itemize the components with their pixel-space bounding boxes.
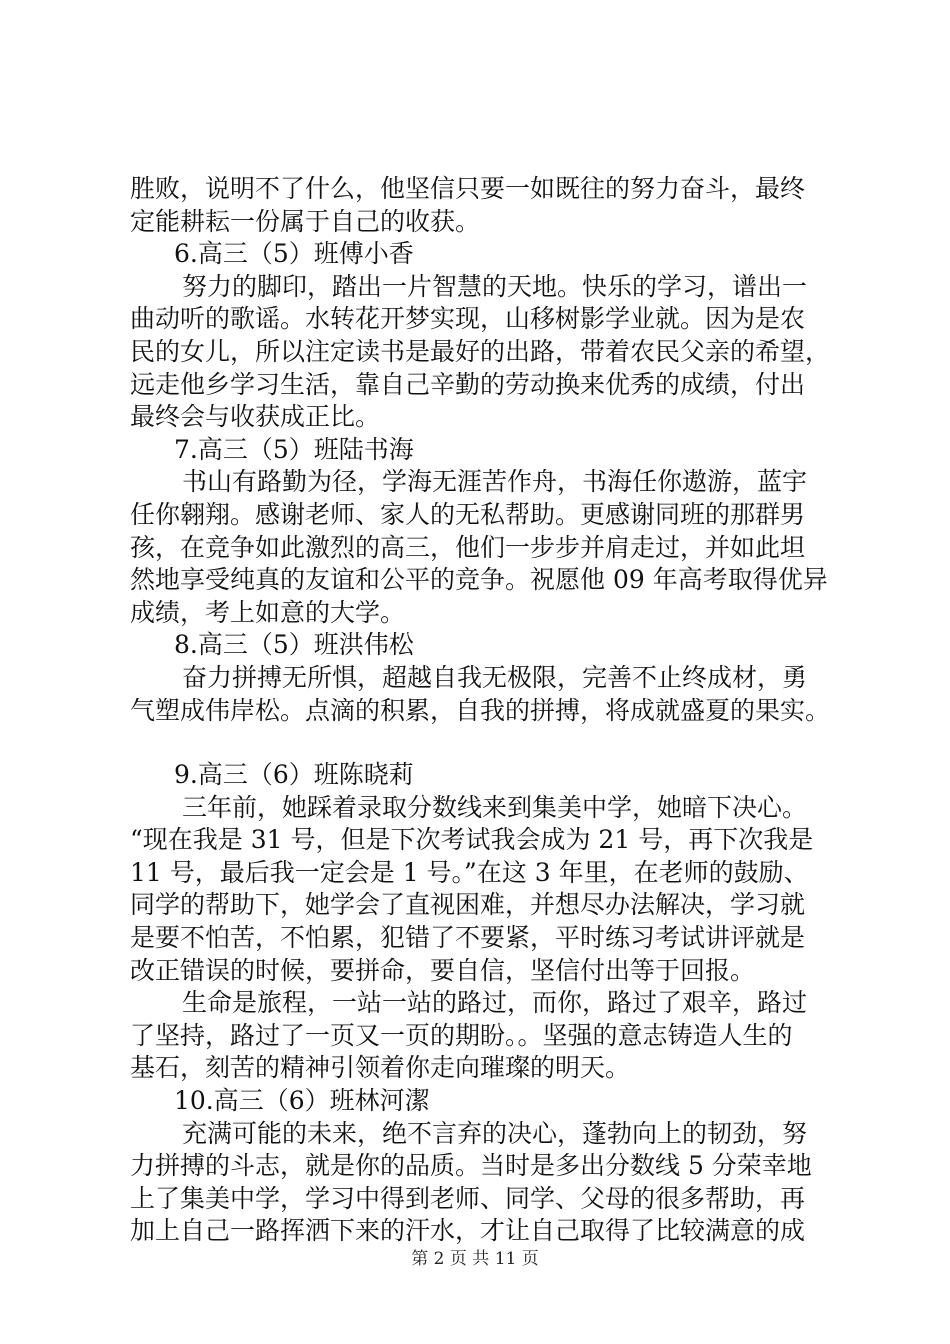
entry-heading: 10.高三（6）班林河潔 [174,1086,430,1116]
body-line: 是要不怕苦，不怕累，犯错了不要紧，平时练习考试讲评就是 [130,923,806,953]
body-line: 民的女儿，所以注定读书是最好的出路，带着农民父亲的希望， [130,336,831,366]
body-line: 胜败，说明不了什么，他坚信只要一如既往的努力奋斗，最终 [130,174,806,203]
body-line: 充满可能的未来，绝不言弃的决心，蓬勃向上的韧劲，努 [182,1118,808,1148]
page-number-footer: 第 2 页 共 11 页 [411,1249,539,1269]
body-line: 远走他乡学习生活，靠自己辛勤的劳动换来优秀的成绩，付出 [130,369,806,399]
body-line: 任你翱翔。感谢老师、家人的无私帮助。更感谢同班的那群男 [130,499,806,529]
body-line: 奋力拼搏无所惧，超越自我无极限，完善不止终成材，勇 [182,662,808,692]
body-line: 11 号，最后我一定会是 1 号。”在这 3 年里，在老师的鼓励、 [130,857,809,887]
body-line: 书山有路勤为径，学海无涯苦作舟，书海任你遨游，蓝宇 [182,467,808,497]
document-body [130,173,835,1248]
body-line: 加上自己一路挥洒下来的汗水，才让自己取得了比较满意的成 [130,1216,806,1246]
body-line: 定能耕耘一份属于自己的收获。 [130,206,481,236]
entry-heading: 9.高三（6）班陈晓莉 [174,760,414,790]
body-line: 最终会与收获成正比。 [130,402,381,432]
entry-heading: 8.高三（5）班洪伟松 [174,630,414,660]
body-line: 气塑成伟岸松。点滴的积累，自我的拼搏，将成就盛夏的果实。 [130,695,831,725]
body-line: 成绩，考上如意的大学。 [130,597,406,627]
body-line: 然地享受纯真的友谊和公平的竞争。祝愿他 09 年高考取得优异 [130,565,828,595]
body-line: 生命是旅程，一站一站的路过，而你，路过了艰辛，路过 [182,988,808,1018]
body-line: 基石，刻苦的精神引领着你走向璀璨的明天。 [130,1053,631,1083]
paragraph-gap [130,727,835,759]
body-line: 了坚持，路过了一页又一页的期盼。。坚强的意志铸造人生的 [130,1020,793,1050]
body-line: 三年前，她踩着录取分数线来到集美中学，她暗下决心。 [182,792,808,822]
entry-heading: 6.高三（5）班傅小香 [174,239,414,269]
body-line: 上了集美中学，学习中得到老师、同学、父母的很多帮助，再 [130,1183,806,1213]
body-line: 力拼搏的斗志，就是你的品质。当时是多出分数线 5 分荣幸地 [130,1151,812,1181]
body-line: “现在我是 31 号，但是下次考试我会成为 21 号，再下次我是 [130,825,814,855]
body-line: 改正错误的时候，要拼命，要自信，坚信付出等于回报。 [130,955,756,985]
body-line: 曲动听的歌谣。水转花开梦实现，山移树影学业就。因为是农 [130,304,806,334]
entry-heading: 7.高三（5）班陆书海 [174,434,414,464]
body-line: 孩，在竞争如此激烈的高三，他们一步步并肩走过，并如此坦 [130,532,806,562]
body-line: 同学的帮助下，她学会了直视困难，并想尽办法解决，学习就 [130,890,806,920]
body-line: 努力的脚印，踏出一片智慧的天地。快乐的学习，谱出一 [182,271,808,301]
